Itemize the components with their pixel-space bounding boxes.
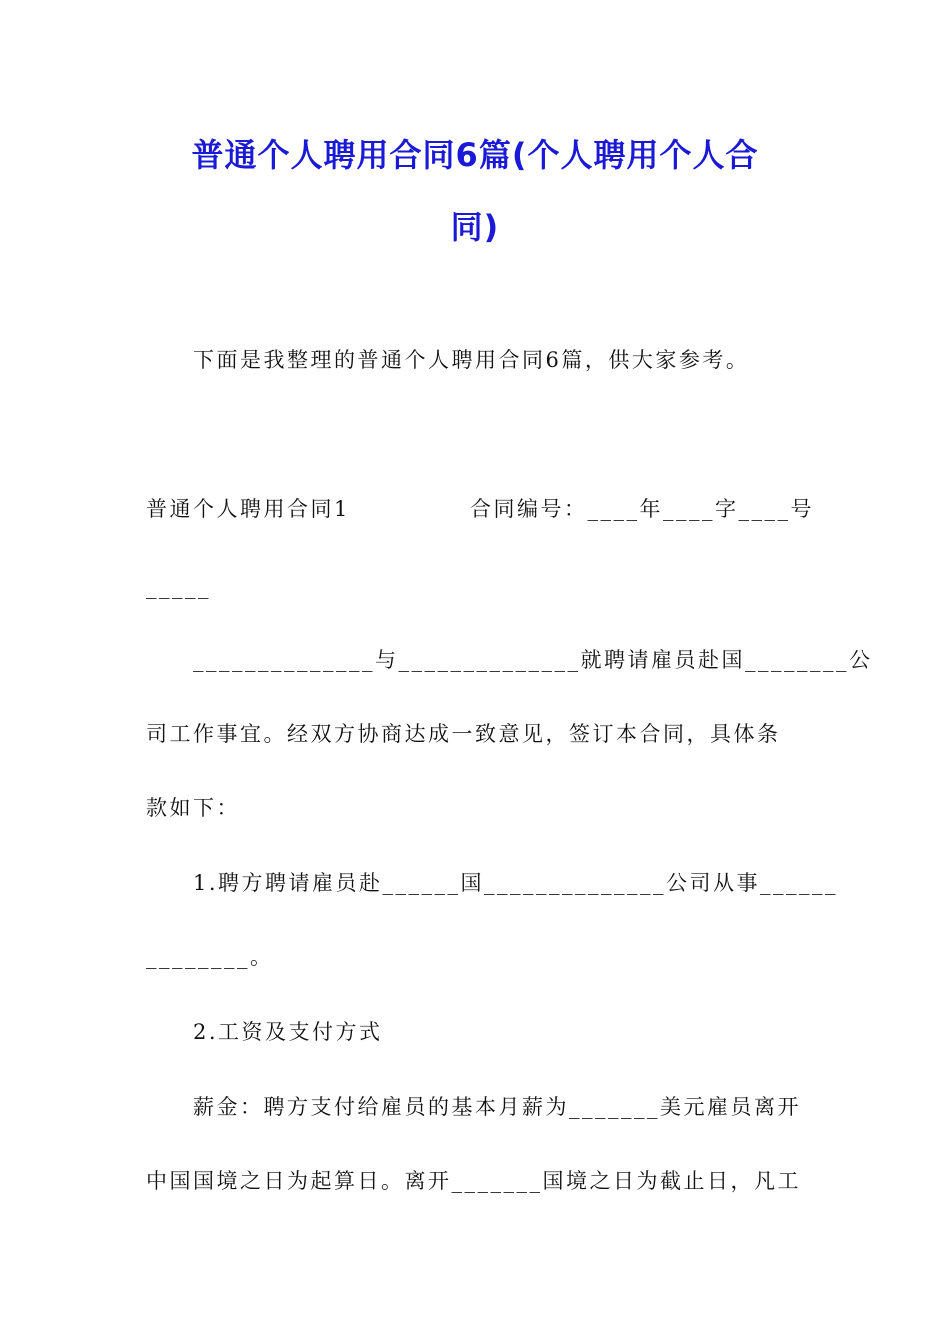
clause-1-line-1: 1.聘方聘请雇员赴______国______________公司从事______ xyxy=(193,871,839,895)
clause-2-heading: 2.工资及支付方式 xyxy=(193,1020,383,1044)
document-title-line2: 同) xyxy=(450,208,500,246)
contract-heading: 普通个人聘用合同1 xyxy=(146,497,350,521)
contract-number-tail: _____ xyxy=(146,575,211,599)
salary-line-1: 薪金：聘方支付给雇员的基本月薪为_______美元雇员离开 xyxy=(193,1095,801,1119)
parties-line-3: 款如下： xyxy=(146,796,240,820)
clause-1-line-2: ________。 xyxy=(146,945,274,969)
parties-line-1: ______________与______________就聘请雇员赴国________公 xyxy=(193,648,873,672)
document-title-line1: 普通个人聘用合同6篇(个人聘用个人合 xyxy=(191,136,759,174)
salary-line-2: 中国国境之日为起算日。离开_______国境之日为截止日，凡工 xyxy=(146,1169,801,1193)
parties-line-2: 司工作事宜。经双方协商达成一致意见，签订本合同，具体条 xyxy=(146,722,781,746)
intro-paragraph: 下面是我整理的普通个人聘用合同6篇，供大家参考。 xyxy=(193,348,750,372)
contract-number: 合同编号：____年____字____号 xyxy=(470,497,814,521)
